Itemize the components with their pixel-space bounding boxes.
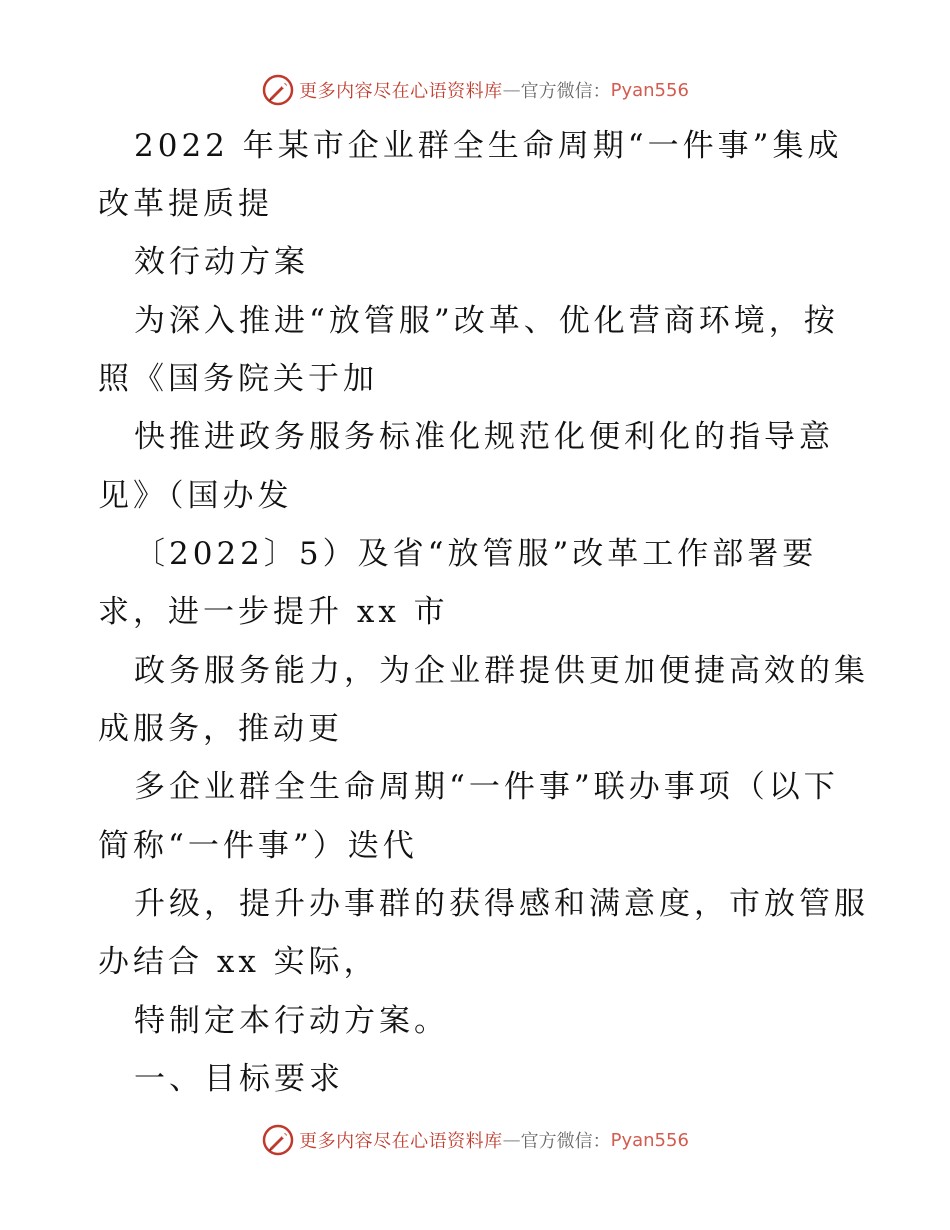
- paragraph-line: 办结合 xx 实际，: [98, 944, 379, 980]
- section-heading: 一、目标要求: [134, 1061, 344, 1097]
- document-title-line-1: 2022 年某市企业群全生命周期“一件事”集成: [134, 128, 843, 164]
- document-title-line-3: 效行动方案: [134, 244, 309, 280]
- watermark-dash: —: [502, 1129, 521, 1151]
- watermark-site-text: 更多内容尽在心语资料库: [299, 1131, 503, 1152]
- paragraph-line: 政务服务能力，为企业群提供更加便捷高效的集: [134, 653, 869, 689]
- watermark-official-label: 官方微信：: [520, 81, 611, 102]
- paragraph-line: 简称“一件事”）迭代: [98, 828, 418, 864]
- watermark-official-label: 官方微信：: [520, 1131, 611, 1152]
- watermark-wechat-id: Pyan556: [610, 79, 689, 101]
- paragraph-line: 〔2022〕5）及省“放管服”改革工作部署要: [134, 536, 818, 572]
- paragraph-line: 升级，提升办事群的获得感和满意度，市放管服: [134, 886, 869, 922]
- paragraph-line: 照《国务院关于加: [98, 361, 378, 397]
- paragraph-line: 求，进一步提升 xx 市: [98, 594, 449, 630]
- watermark-wechat-id: Pyan556: [610, 1129, 689, 1151]
- document-title-line-2: 改革提质提: [98, 186, 273, 222]
- paragraph-line: 特制定本行动方案。: [134, 1003, 449, 1039]
- paragraph-line: 见》（国办发: [98, 478, 293, 514]
- paragraph-line: 成服务，推动更: [98, 711, 343, 747]
- watermark-dash: —: [502, 79, 521, 101]
- paragraph-line: 快推进政务服务标准化规范化便利化的指导意: [134, 419, 834, 455]
- watermark-site-text: 更多内容尽在心语资料库: [299, 81, 503, 102]
- paragraph-line: 多企业群全生命周期“一件事”联办事项（以下: [134, 769, 839, 805]
- quill-pen-logo-icon: [261, 1123, 295, 1157]
- footer-watermark: [0, 1120, 950, 1160]
- paragraph-line: 为深入推进“放管服”改革、优化营商环境，按: [134, 303, 839, 339]
